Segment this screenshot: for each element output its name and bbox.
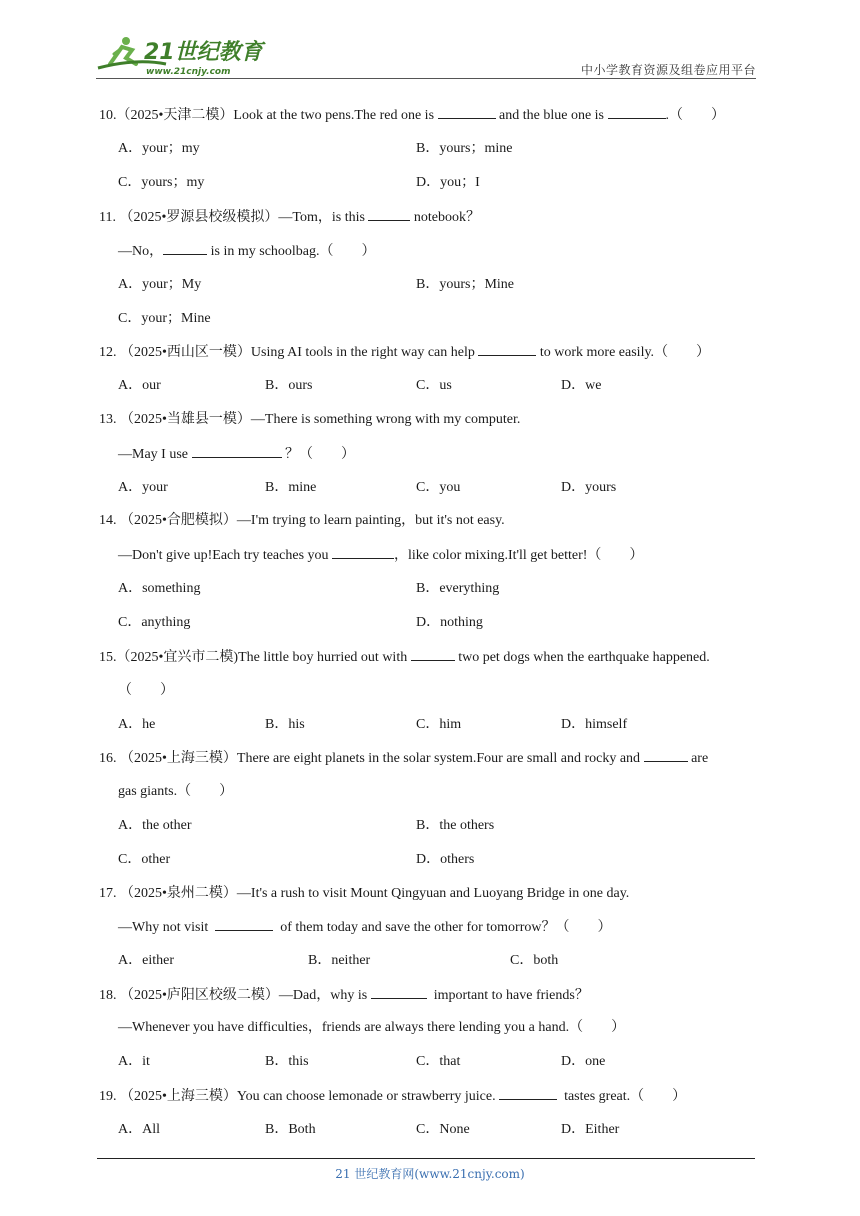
question-11: 11. （2025•罗源县校级模拟）—Tom，is this notebook？ xyxy=(99,210,481,225)
question-17-line2: —Why not visit of them today and save the other for tomorrow？（ ） xyxy=(118,920,612,935)
option-18-b[interactable]: B．this xyxy=(265,1054,309,1069)
option-16-d[interactable]: D．others xyxy=(416,852,475,867)
option-15-d[interactable]: D．himself xyxy=(561,717,628,732)
option-18-a[interactable]: A．it xyxy=(118,1054,150,1069)
question-14: 14. （2025•合肥模拟）—I'm trying to learn painting，but it's not easy. xyxy=(99,513,505,528)
option-12-d[interactable]: D．we xyxy=(561,378,602,393)
option-18-c[interactable]: C．that xyxy=(416,1054,461,1069)
option-15-a[interactable]: A．he xyxy=(118,717,156,732)
platform-name: 中小学教育资源及组卷应用平台 xyxy=(580,63,756,77)
option-12-b[interactable]: B．ours xyxy=(265,378,313,393)
option-19-a[interactable]: A．All xyxy=(118,1122,160,1137)
option-13-a[interactable]: A．your xyxy=(118,480,168,495)
logo-url: www.21cnjy.com xyxy=(146,67,231,77)
option-11-a[interactable]: A．your；My xyxy=(118,277,202,292)
option-16-a[interactable]: A．the other xyxy=(118,818,192,833)
question-10: 10.（2025•天津二模）Look at the two pens.The red one is and the blue one is .（ ） xyxy=(99,108,726,123)
logo-text: 21世纪教育 xyxy=(144,40,263,65)
question-19: 19. （2025•上海三模）You can choose lemonade or strawberry juice. tastes great.（ ） xyxy=(99,1089,687,1104)
option-11-c[interactable]: C．your；Mine xyxy=(118,311,211,326)
question-11-line2: —No， is in my schoolbag.（ ） xyxy=(118,244,376,259)
question-15-line2: （ ） xyxy=(118,683,174,698)
runner-logo-icon xyxy=(96,34,266,80)
question-18-line2: —Whenever you have difficulties，friends are always there lending you a hand.（ ） xyxy=(118,1020,626,1035)
option-10-c[interactable]: C．yours；my xyxy=(118,175,205,190)
option-10-d[interactable]: D．you；I xyxy=(416,175,480,190)
header-divider xyxy=(96,78,756,79)
question-12: 12. （2025•西山区一模）Using AI tools in the right way can help to work more easily.（ ） xyxy=(99,345,711,360)
question-16-line2: gas giants.（ ） xyxy=(118,784,234,799)
option-17-c[interactable]: C．both xyxy=(510,953,559,968)
option-12-c[interactable]: C．us xyxy=(416,378,452,393)
option-12-a[interactable]: A．our xyxy=(118,378,161,393)
option-13-c[interactable]: C．you xyxy=(416,480,461,495)
question-13: 13. （2025•当雄县一模）—There is something wrong with my computer. xyxy=(99,412,521,427)
option-16-c[interactable]: C．other xyxy=(118,852,171,867)
footer-divider xyxy=(97,1158,755,1159)
option-19-c[interactable]: C．None xyxy=(416,1122,470,1137)
option-17-b[interactable]: B．neither xyxy=(308,953,371,968)
site-logo xyxy=(96,34,266,80)
question-15: 15.（2025•宜兴市二模)The little boy hurried out with two pet dogs when the earthquake happened. xyxy=(99,650,710,665)
option-19-d[interactable]: D．Either xyxy=(561,1122,620,1137)
option-14-d[interactable]: D．nothing xyxy=(416,615,483,630)
option-11-b[interactable]: B．yours；Mine xyxy=(416,277,514,292)
option-14-a[interactable]: A．something xyxy=(118,581,201,596)
option-15-c[interactable]: C．him xyxy=(416,717,462,732)
option-10-b[interactable]: B．yours；mine xyxy=(416,141,513,156)
option-16-b[interactable]: B．the others xyxy=(416,818,495,833)
option-15-b[interactable]: B．his xyxy=(265,717,305,732)
option-14-c[interactable]: C．anything xyxy=(118,615,191,630)
option-14-b[interactable]: B．everything xyxy=(416,581,500,596)
option-13-d[interactable]: D．yours xyxy=(561,480,617,495)
question-16: 16. （2025•上海三模）There are eight planets in the solar system.Four are small and rocky and are xyxy=(99,751,709,766)
option-19-b[interactable]: B．Both xyxy=(265,1122,316,1137)
footer-text: 21 世纪教育网(www.21cnjy.com) xyxy=(335,1167,525,1181)
page-header xyxy=(96,34,756,80)
question-13-line2: —May I use ？（ ） xyxy=(118,447,355,462)
question-18: 18. （2025•庐阳区校级二模）—Dad，why is important to have friends？ xyxy=(99,988,589,1003)
option-10-a[interactable]: A．your；my xyxy=(118,141,200,156)
question-14-line2: —Don't give up!Each try teaches you ，like color mixing.It'll get better!（ ） xyxy=(118,548,644,563)
option-13-b[interactable]: B．mine xyxy=(265,480,317,495)
question-17: 17. （2025•泉州二模）—It's a rush to visit Mount Qingyuan and Luoyang Bridge in one day. xyxy=(99,886,630,901)
option-18-d[interactable]: D．one xyxy=(561,1054,606,1069)
option-17-a[interactable]: A．either xyxy=(118,953,174,968)
